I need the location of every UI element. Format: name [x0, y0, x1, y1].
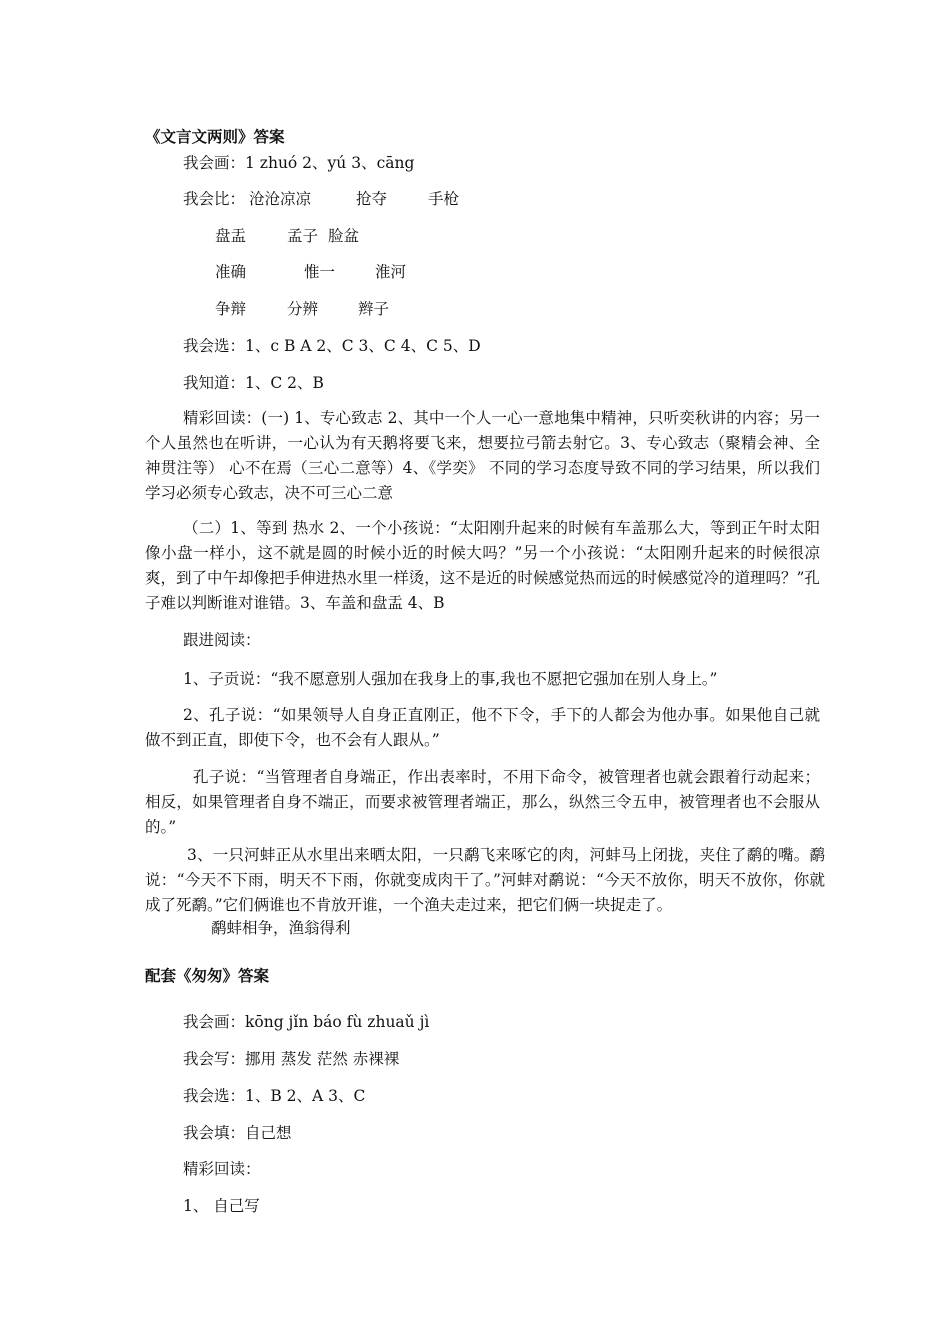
compare-word: 手枪	[428, 190, 460, 208]
section1-reading-1: 精彩回读：(一) 1、专心致志 2、其中一个人一心一意地集中精神，只听奕秋讲的内容；另一个人虽然也在听讲，一心认为有天鹅将要飞来，想要拉弓箭去射它。3、专心致志（聚精会神、全神贯注等） 心不在焉（三心二意等）4、《学奕》 不同的学习态度导致不同的学习结果，所以我们学习必须专心致志，决不可三心二意	[145, 409, 820, 502]
compare-row-4	[215, 299, 389, 319]
section2-write: 我会写：挪用 蒸发 茫然 赤裸裸	[183, 1050, 400, 1068]
follow-item-2: 2、孔子说：“如果领导人自身正直刚正，他不下令，手下的人都会为他办事。如果他自己就做不到正直，即使下令，也不会有人跟从。”	[145, 706, 820, 749]
compare-row-1	[249, 189, 459, 209]
follow-item-2b: 孔子说：“当管理者自身端正，作出表率时，不用下命令，被管理者也就会跟着行动起来；相反，如果管理者自身不端正，而要求被管理者端正，那么，纵然三令五申，被管理者也不会服从的。”	[145, 768, 820, 836]
compare-word: 淮河	[375, 263, 407, 281]
compare-word: 争辩	[215, 300, 247, 318]
compare-row-3	[215, 262, 406, 282]
compare-word: 孟子	[287, 227, 319, 245]
section1-choose: 我会选：1、c B A 2、C 3、C 4、C 5、D	[183, 337, 481, 355]
compare-word: 辫子	[358, 300, 390, 318]
section2-choose: 我会选：1、B 2、A 3、C	[183, 1087, 366, 1105]
compare-word: 抢夺	[356, 190, 388, 208]
follow-item-1: 1、子贡说：“我不愿意别人强加在我身上的事,我也不愿把它强加在别人身上。”	[183, 670, 718, 688]
section2-reading-label: 精彩回读：	[183, 1160, 261, 1178]
section2-title: 配套《匆匆》答案	[145, 966, 270, 985]
section2-reading-1: 1、 自己写	[183, 1197, 260, 1215]
section1-reading-2: （二）1、等到 热水 2、一个小孩说：“太阳刚升起来的时候有车盖那么大，等到正午时太阳像小盘一样小，这不就是圆的时候小近的时候大吗？”另一个小孩说：“太阳刚升起来的时候很凉爽，到了中午却像把手伸进热水里一样烫，这不是近的时候感觉热而远的时候感觉冷的道理吗？”孔子难以判断谁对谁错。3、车盖和盘盂 4、B	[145, 519, 820, 612]
section1-know: 我知道：1、C 2、B	[183, 374, 324, 392]
section1-compare-label: 我会比：	[183, 190, 246, 208]
follow-item-3: 3、一只河蚌正从水里出来晒太阳，一只鹬飞来啄它的肉，河蚌马上闭拢，夹住了鹬的嘴。鹬说：“今天不下雨，明天不下雨，你就变成肉干了。”河蚌对鹬说：“今天不放你，明天不放你，你就成了死鹬。”它们俩谁也不肯放开谁，一个渔夫走过来，把它们俩一块捉走了。	[145, 846, 825, 914]
compare-word: 惟一	[304, 263, 336, 281]
idiom: 鹬蚌相争，渔翁得利	[211, 919, 351, 937]
section1-draw: 我会画：1 zhuó 2、yú 3、cāng	[183, 154, 415, 172]
compare-word: 分辨	[287, 300, 319, 318]
follow-label: 跟进阅读：	[183, 631, 261, 649]
compare-word: 沧沧凉凉	[249, 190, 312, 208]
section1-title: 《文言文两则》答案	[145, 127, 285, 146]
compare-row-2	[215, 226, 359, 246]
section2-fill: 我会填：自己想	[183, 1124, 292, 1142]
compare-word: 盘盂	[215, 227, 247, 245]
compare-word: 准确	[215, 263, 247, 281]
compare-word: 脸盆	[328, 227, 360, 245]
section2-draw: 我会画：kōng jǐn báo fù zhuaǔ jì	[183, 1013, 430, 1031]
